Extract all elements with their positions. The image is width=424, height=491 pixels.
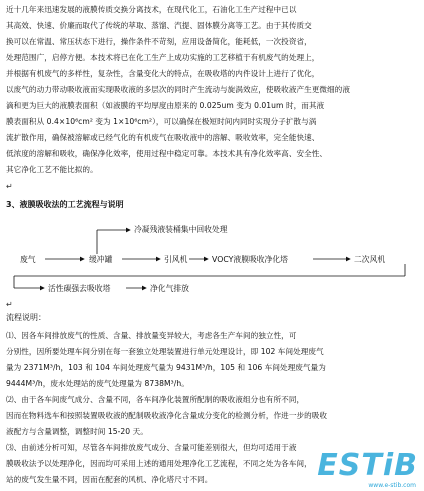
intro-line-3: 换可以在常温、常压状态下进行，操作条件不苛刻，应用设备简化，能耗低，一次投资省， [6,37,312,46]
desc-line-4: 9444M³/h，废水处理站的废气处理量为 8738M³/h。 [6,379,189,388]
desc-line-10: 站的废气发生量不同，因而在配套的风机、净化塔尺寸不同。 [6,475,213,484]
intro-line-2: 其高效、快速、价廉而取代了传统的萃取、蒸馏、汽提、固体膜分离等工艺。由于其传质交 [6,21,312,30]
node-absorption-tower: VOCY液膜吸收净化塔 [212,255,288,264]
desc-line-9: 膜吸收法予以处理净化，因而均可采用上述的通用处理净化工艺流程，不同之处为各车间， [6,459,312,468]
intro-line-8: 膜表面积从 0.4×10⁶cm² 变为 1×10⁶cm²），可以确保在极短时间内同时实现分子扩散与涡 [6,117,317,126]
intro-line-4: 处理范围广，启停方便。本技术将已在化工生产上成功实施的工艺移植于有机废气的处理上， [6,53,320,62]
watermark-url: www.e-stib.com [368,482,416,489]
desc-line-2: 分别性，因所要处理车间分别在每一套独立处理装置进行单元处理设计，即 102 车间处理废气 [6,347,324,356]
intro-line-11: 其它净化工艺不能比拟的。 [6,165,98,174]
flow-description-title: 流程说明： [6,313,46,322]
desc-line-7: 液配方与含量调整，调整时间 15-20 天。 [6,427,148,436]
node-secondary-fan: 二次风机 [354,255,386,264]
desc-line-3: 量为 2371M³/h，103 和 104 车间处理废气量为 9431M³/h，105 和 106 车间处理废气量为 [6,363,326,372]
intro-line-7: 滴和更为巨大的液膜表面积（如液膜的平均厚度由原来的 0.025um 变为 0.01um 时，而其液 [6,101,325,110]
intro-line-9: 流扩散作用，确保被溶解或已经气化的有机废气在吸收液中的溶解、吸收效率，完全能快速、 [6,133,320,142]
paragraph-mark-2: ↵ [6,300,13,309]
desc-line-8: ⑶、由前述分析可知，尽管各车间排放废气成分、含量可能差别很大，但均可适用于液 [6,443,297,452]
intro-line-5: 并根据有机废气的多样性，复杂性，含量变化大的特点，在吸收塔的内件设计上进行了优化， [6,69,320,78]
intro-line-10: 低浓度的溶解和吸收，确保净化效率，使用过程中稳定可靠。本技术具有净化效率高、安全性、 [6,149,328,158]
desc-line-6: 因而在物料选车和按照装置吸收液的配制吸收液净化含量成分变化的检测分析，作进一步的吸收 [6,411,328,420]
node-waste-gas: 废气 [20,255,36,264]
node-activated-carbon: 活性碳强去吸收塔 [48,284,111,293]
node-clean-gas-discharge: 净化气排放 [150,284,189,293]
desc-line-1: ⑴、因各车间排放废气的性质、含量、排放量变异较大，考虑各生产车间的独立性，可 [6,331,297,340]
node-buffer-tank: 缓冲罐 [89,255,113,264]
paragraph-mark: ↵ [6,182,13,191]
desc-line-5: ⑵、由于各车间废气成分、含量不同，各车间净化装置所配制的吸收液组分也有所不同， [6,395,305,404]
intro-line-6: 以废气的动力带动吸收液而实现吸收液的多层次的同时产生流动与旋涡效应，使吸收液产生更微细的液 [6,85,350,94]
watermark-logo: ESTiB [317,448,418,483]
intro-line-1: 近十几年来迅速发展的液膜传质交换分离技术，在现代化工，石油化工生产过程中已以 [6,5,297,14]
node-induced-fan: 引风机 [164,255,188,264]
node-recovery: 冷凝残液装桶集中回收处理 [134,225,228,234]
section-heading: 3、液膜吸收法的工艺流程与说明 [6,200,124,209]
